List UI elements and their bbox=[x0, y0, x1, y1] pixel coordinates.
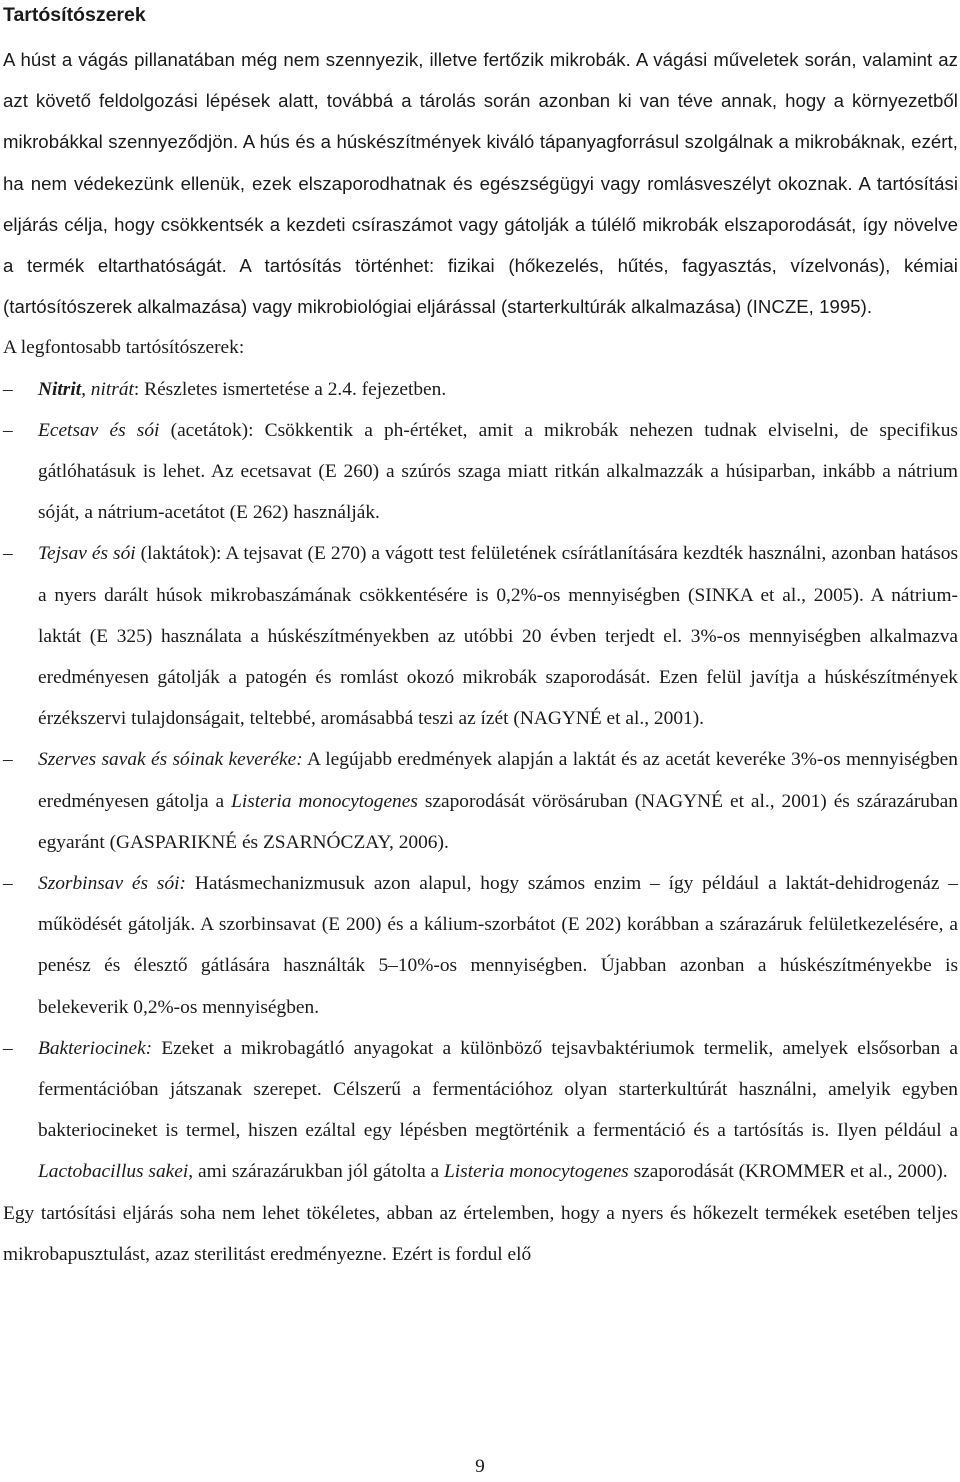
closing-paragraph: Egy tartósítási eljárás soha nem lehet tökéletes, abban az értelemben, hogy a nyers és hőkezelt termékek esetében teljes mikrobapusztulást, azaz sterilitást eredményezne. Ezért is fordul elő bbox=[3, 1202, 958, 1265]
item-text: szaporodását vörösáruban (NAGYNÉ et al., 2001) és szárazáruban egyaránt (GASPARIKNÉ és ZSARNÓCZAY, 2006). bbox=[38, 790, 958, 853]
document-page bbox=[3, 0, 958, 1275]
list-item-szerves-savak bbox=[3, 739, 958, 863]
dash-bullet: – bbox=[3, 378, 13, 400]
item-text: Ezeket a mikrobagátló anyagokat a különböző tejsavbaktériumok termelik, amelyek elsősorban a fermentációban játszanak szerepet. Célszerű a fermentációhoz olyan starterkultúrát használni, amelyik egyben bakteriocineket is termel, hiszen ezáltal egy lépésben megtörténik a fermentáció és a tartósítás is. Ilyen például a bbox=[38, 1037, 958, 1142]
intro-paragraph: A húst a vágás pillanatában még nem szennyezik, illetve fertőzik mikrobák. A vágási műveletek során, valamint az azt követő feldolgozási lépések alatt, továbbá a tárolás során azonban ki van téve annak, hogy a környezetből mikrobákkal szennyeződjön. A hús és a húskészítmények kiváló tápanyagforrásul szolgálnak a mikrobáknak, ezért, ha nem védekezünk ellenük, ezek elszaporodhatnak és egészségügyi vagy romlásveszélyt okoznak. A tartósítási eljárás célja, hogy csökkentsék a kezdeti csíraszámot vagy gátolják a túlélő mikrobák elszaporodását, így növelve a termék eltarthatóságát. A tartósítás történhet: fizikai (hőkezelés, hűtés, fagyasztás, vízelvonás), kémiai (tartósítószerek alkalmazása) vagy mikrobiológiai eljárással (starterkultúrák alkalmazása) (INCZE, 1995). bbox=[3, 49, 958, 318]
list-item-ecetsav bbox=[3, 410, 958, 534]
species-name: Listeria monocytogenes bbox=[231, 790, 418, 812]
preservatives-list bbox=[3, 369, 958, 1193]
term-nitrit: Nitrit bbox=[38, 378, 82, 400]
term-nitrat: , nitrát bbox=[81, 378, 134, 400]
dash-bullet: – bbox=[3, 749, 13, 771]
term-ecetsav: Ecetsav és sói bbox=[38, 419, 160, 441]
list-item-nitrit bbox=[3, 369, 958, 410]
dash-bullet: – bbox=[3, 543, 13, 565]
dash-bullet: – bbox=[3, 1037, 13, 1059]
term-bakteriocinek: Bakteriocinek: bbox=[38, 1037, 153, 1059]
term-tejsav: Tejsav és sói bbox=[38, 543, 136, 565]
dash-bullet: – bbox=[3, 873, 13, 895]
item-text: (acetátok): Csökkentik a ph-értéket, amit a mikrobák nehezen tudnak elviselni, de specifikus gátlóhatásuk is lehet. Az ecetsavat (E 260) a szúrós szaga miatt ritkán alkalmazzák a húsiparban, inkább a nátrium sóját, a nátrium-acetátot (E 262) használják. bbox=[38, 419, 958, 524]
item-text: szaporodását (KROMMER et al., 2000). bbox=[628, 1161, 948, 1183]
page-number: 9 bbox=[475, 1456, 485, 1477]
species-name: Listeria monocytogenes bbox=[444, 1161, 629, 1183]
item-text: (laktátok): A tejsavat (E 270) a vágott test felületének csírátlanítására kezdték használni, azonban hatásos a nyers darált húsok mikrobaszámának csökkentésére is 0,2%-os mennyiségben (SINKA et al., 2005). A nátrium-laktát (E 325) használata a húskészítményekben az utóbbi 20 évben terjedt el. 3%-os mennyiségben alkalmazva eredményesen gátolják a patogén és romlást okozó mikrobák szaporodását. Ezen felül javítja a húskészítmények érzékszervi tulajdonságait, teltebbé, aromásabbá teszi az ízét (NAGYNÉ et al., 2001). bbox=[38, 543, 958, 730]
item-text: Hatásmechanizmusuk azon alapul, hogy számos enzim – így például a laktát-dehidrogenáz – működését gátolják. A szorbinsavat (E 200) és a kálium-szorbátot (E 202) korábban a szárazáruk felületkezelésére, a penész és élesztő gátlására használták 5–10%-os mennyiségben. Újabban azonban a húskészítményekbe is belekeverik 0,2%-os mennyiségben. bbox=[38, 873, 959, 1018]
section-title: Tartósítószerek bbox=[3, 4, 146, 26]
list-item-bakteriocinek bbox=[3, 1028, 958, 1193]
dash-bullet: – bbox=[3, 419, 13, 441]
list-item-szorbinsav bbox=[3, 863, 958, 1028]
species-name: Lactobacillus sakei bbox=[38, 1161, 189, 1183]
term-szorbinsav: Szorbinsav és sói: bbox=[38, 873, 187, 895]
list-item-tejsav bbox=[3, 533, 958, 739]
list-lead: A legfontosabb tartósítószerek: bbox=[3, 337, 245, 359]
item-text: A legújabb eredmények alapján a laktát és az acetát keveréke 3%-os mennyiségben eredményesen gátolja a bbox=[38, 749, 958, 812]
item-text: , ami szárazárukban jól gátolta a bbox=[188, 1161, 444, 1183]
item-text: : Részletes ismertetése a 2.4. fejezetben. bbox=[133, 378, 447, 400]
term-szerves-savak: Szerves savak és sóinak keveréke: bbox=[38, 749, 303, 771]
